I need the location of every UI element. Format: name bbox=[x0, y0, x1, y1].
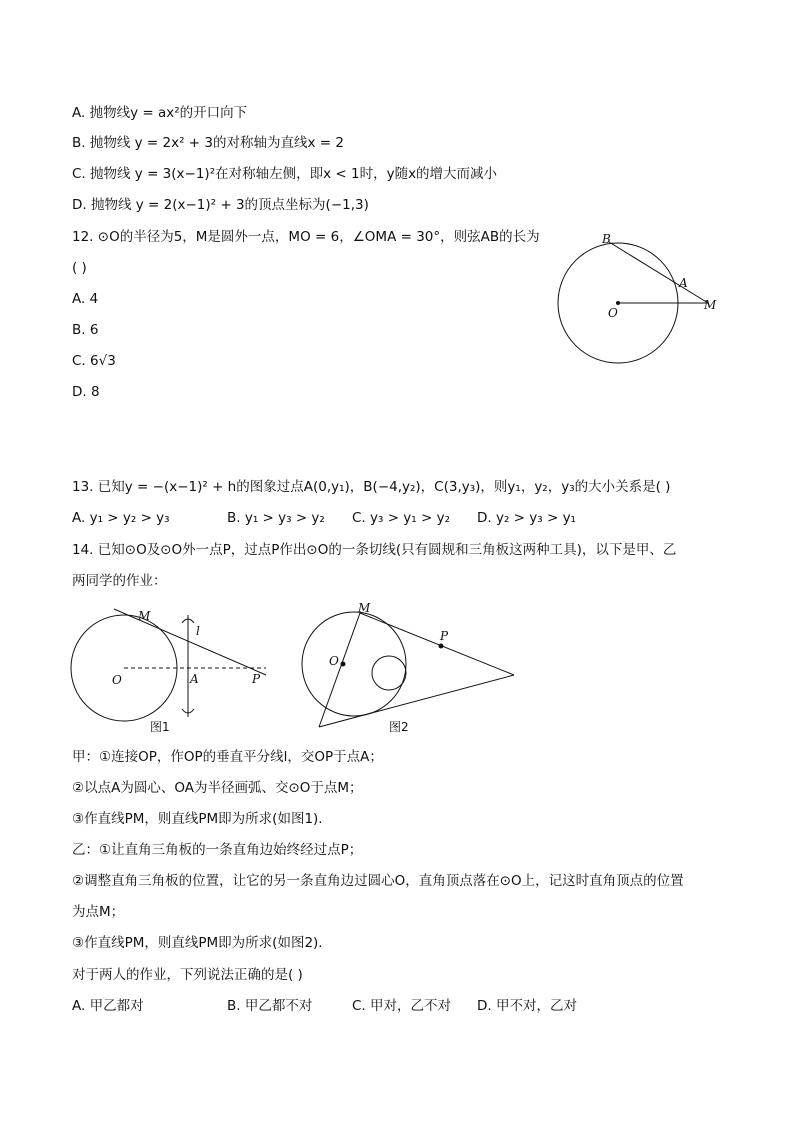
q11-option-a: A. 抛物线y = ax²的开口向下 bbox=[72, 105, 248, 121]
fig2-label-o: O bbox=[329, 654, 339, 668]
q13-option-a: A. y₁ > y₂ > y₃ bbox=[72, 510, 170, 526]
fig2-caption: 图2 bbox=[389, 720, 409, 734]
fig1-label-m: M bbox=[138, 609, 151, 623]
q13-option-b: B. y₁ > y₃ > y₂ bbox=[227, 510, 325, 526]
fig2-label-p: P bbox=[440, 629, 449, 643]
q14-figure-2 bbox=[288, 600, 528, 740]
q14-option-c: C. 甲对，乙不对 bbox=[352, 998, 452, 1014]
q12-option-d: D. 8 bbox=[72, 384, 100, 400]
q13-option-d: D. y₂ > y₃ > y₁ bbox=[477, 510, 576, 526]
q11-option-c: C. 抛物线 y = 3(x−1)²在对称轴左侧，即x < 1时，y随x的增大而减小 bbox=[72, 166, 498, 182]
fig1-label-l: l bbox=[196, 624, 200, 638]
q14-figure-1 bbox=[68, 605, 278, 740]
label-a: A bbox=[679, 276, 688, 290]
q14-option-b: B. 甲乙都不对 bbox=[227, 998, 313, 1014]
q12-option-a: A. 4 bbox=[72, 291, 99, 307]
fig1-label-a: A bbox=[190, 672, 199, 686]
label-b: B bbox=[602, 232, 611, 246]
q12-paren: ( ) bbox=[72, 260, 87, 276]
q13-option-c: C. y₃ > y₁ > y₂ bbox=[352, 510, 451, 526]
q14-jia-step2: ②以点A为圆心、OA为半径画弧、交⊙O于点M； bbox=[72, 780, 363, 796]
label-m: M bbox=[704, 298, 717, 312]
q14-stem-line1: 14. 已知⊙O及⊙O外一点P，过点P作出⊙O的一条切线(只有圆规和三角板这两种工具)，以下是甲、乙 bbox=[72, 542, 677, 558]
q11-option-d: D. 抛物线 y = 2(x−1)² + 3的顶点坐标为(−1,3) bbox=[72, 197, 369, 213]
label-o: O bbox=[608, 306, 618, 320]
q12-option-b: B. 6 bbox=[72, 322, 99, 338]
q14-stem-line2: 两同学的作业： bbox=[72, 573, 167, 589]
q14-jia-step1: 甲：①连接OP，作OP的垂直平分线l，交OP于点A； bbox=[72, 749, 383, 765]
q14-yi-step2: ②调整直角三角板的位置，让它的另一条直角边过圆心O，直角顶点落在⊙O上，记这时直角顶点的位置 bbox=[72, 873, 684, 889]
q14-yi-step1: 乙：①让直角三角板的一条直角边始终经过点P； bbox=[72, 842, 363, 858]
fig1-label-p: P bbox=[252, 672, 261, 686]
q12-stem: 12. ⊙O的半径为5，M是圆外一点，MO = 6，∠OMA = 30°，则弦AB的长为 bbox=[72, 229, 540, 245]
q14-option-a: A. 甲乙都对 bbox=[72, 998, 144, 1014]
fig1-label-o: O bbox=[112, 673, 122, 687]
q14-jia-step3: ③作直线PM，则直线PM即为所求(如图1). bbox=[72, 811, 323, 827]
q14-yi-step2-cont: 为点M； bbox=[72, 904, 125, 920]
q14-option-d: D. 甲不对，乙对 bbox=[477, 998, 577, 1014]
q14-yi-step3: ③作直线PM，则直线PM即为所求(如图2). bbox=[72, 935, 323, 951]
q12-circle-figure bbox=[550, 228, 730, 368]
fig2-label-m: M bbox=[358, 601, 371, 615]
q14-question: 对于两人的作业，下列说法正确的是( ) bbox=[72, 967, 303, 983]
fig1-caption: 图1 bbox=[150, 720, 170, 734]
q11-option-b: B. 抛物线 y = 2x² + 3的对称轴为直线x = 2 bbox=[72, 135, 344, 151]
q12-option-c: C. 6√3 bbox=[72, 353, 116, 369]
q13-stem: 13. 已知y = −(x−1)² + h的图象过点A(0,y₁)，B(−4,y₂)，C(3,y₃)，则y₁，y₂，y₃的大小关系是( ) bbox=[72, 479, 671, 495]
